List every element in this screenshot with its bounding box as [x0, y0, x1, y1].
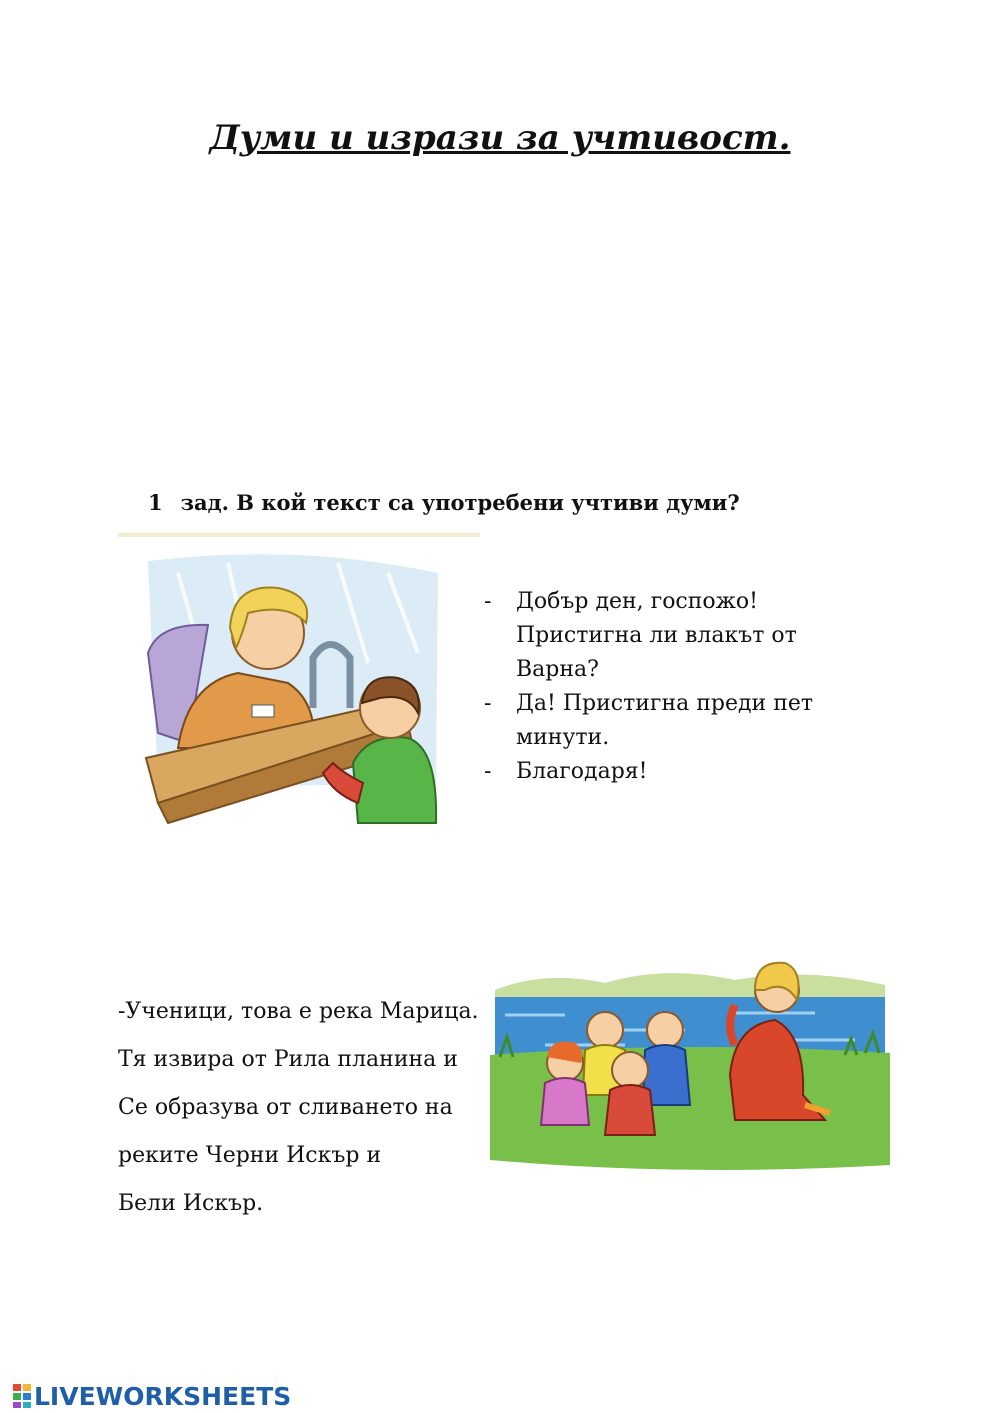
- dialogue-dash: -: [484, 589, 492, 614]
- task-text: зад. В кой текст са употребени учтиви думи?: [180, 490, 740, 515]
- ticket-counter-illustration: [118, 533, 480, 838]
- dialogue-text: [484, 585, 844, 789]
- dialogue-dash: -: [484, 759, 492, 784]
- story-line: реките Черни Искър и: [118, 1143, 382, 1168]
- task-heading: [148, 490, 740, 515]
- story-line: -Ученици, това е река Марица.: [118, 999, 479, 1024]
- dialogue-text-line: минути.: [516, 725, 610, 750]
- story-line: Се образува от сливането на: [118, 1095, 453, 1120]
- dialogue-dash: -: [484, 691, 492, 716]
- page-title: Думи и изрази за учтивост.: [209, 118, 791, 158]
- logo-blocks-icon: [12, 1383, 32, 1409]
- dialogue-line: [484, 687, 844, 755]
- story-text: [118, 988, 498, 1228]
- dialogue-line: [484, 755, 844, 789]
- river-class-illustration: [485, 945, 895, 1175]
- dialogue-line: [484, 585, 844, 687]
- logo-text: LIVEWORKSHEETS: [34, 1381, 292, 1411]
- dialogue-text-line: Добър ден, госпожо!: [516, 589, 758, 614]
- dialogue-text-line: Благодаря!: [516, 759, 648, 784]
- task-number: 1: [148, 490, 163, 515]
- story-line: Бели Искър.: [118, 1191, 264, 1216]
- dialogue-text-line: Варна?: [516, 657, 599, 682]
- liveworksheets-logo[interactable]: [12, 1381, 291, 1411]
- dialogue-text-line: Да! Пристигна преди пет: [516, 691, 814, 716]
- dialogue-text-line: Пристигна ли влакът от: [516, 623, 797, 648]
- story-line: Тя извира от Рила планина и: [118, 1047, 458, 1072]
